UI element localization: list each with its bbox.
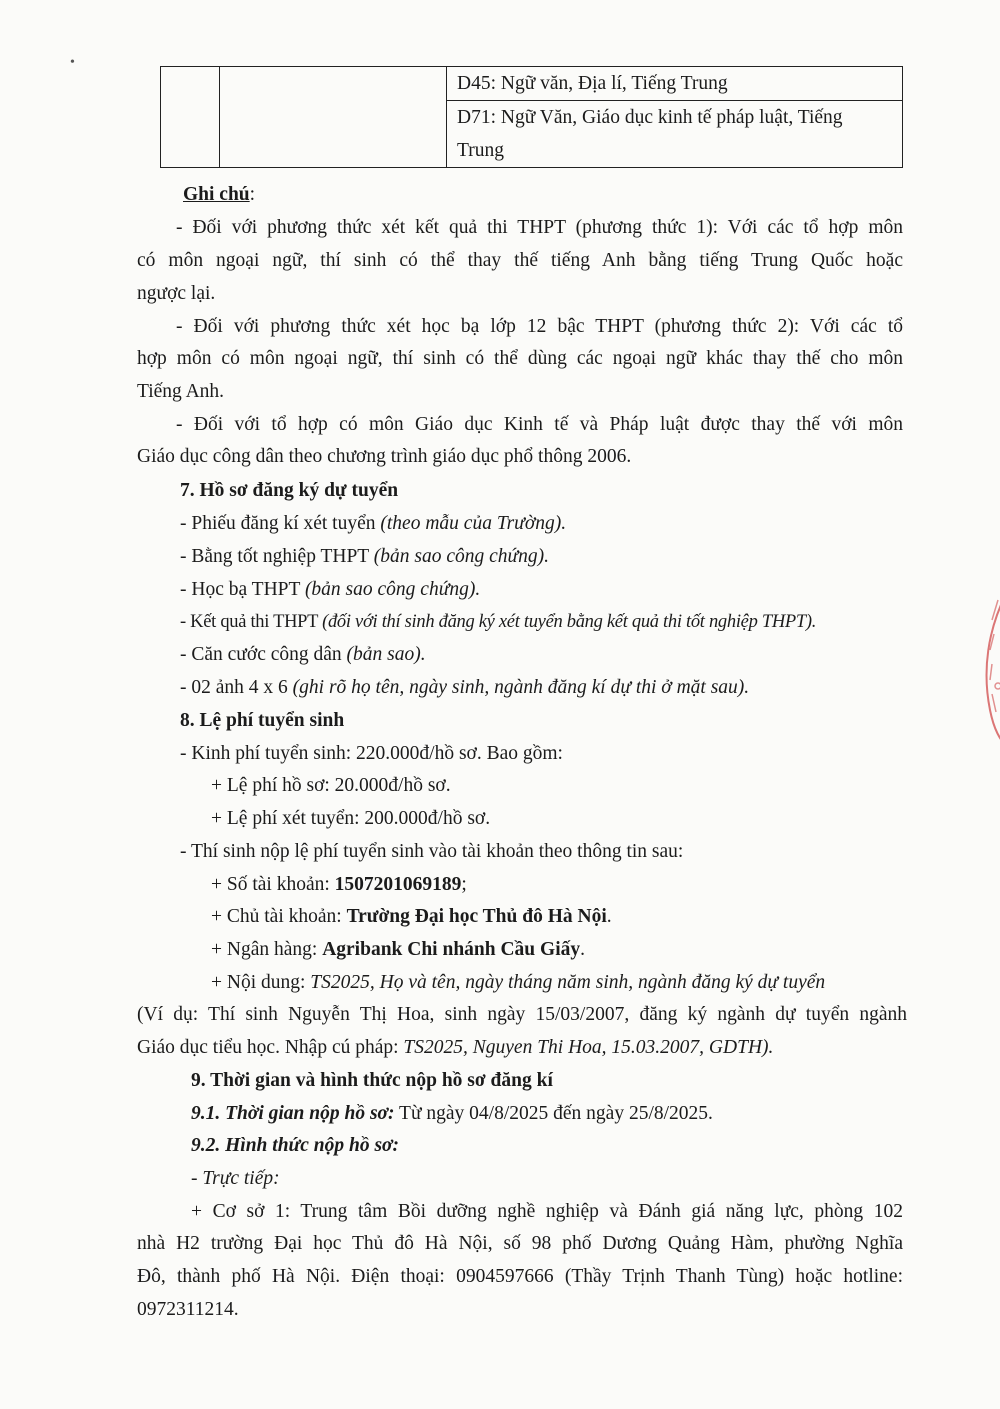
fee-total: - Kinh phí tuyển sinh: 220.000đ/hồ sơ. Bao gồm: <box>180 743 563 764</box>
submission-time <box>191 1101 957 1127</box>
list-item <box>180 577 946 603</box>
list-item-note: (đối với thí sinh đăng ký xét tuyển bằng kết quả thi tốt nghiệp THPT). <box>322 612 817 632</box>
list-item-text: - 02 ảnh 4 x 6 <box>180 677 293 698</box>
campus-1-line-4: 0972311214. <box>137 1299 239 1320</box>
campus-1-line-2: nhà H2 trường Đại học Thủ đô Hà Nội, số 98 phố Dương Quảng Hàm, phường Nghĩa <box>137 1233 903 1254</box>
note-1-line-2: có môn ngoại ngữ, thí sinh có thể thay thế tiếng Anh bằng tiếng Trung Quốc hoặc <box>137 250 903 271</box>
list-item-text: - Kết quả thi THPT <box>180 612 323 632</box>
bank-name-end: . <box>580 939 585 960</box>
list-item <box>180 675 946 701</box>
note-1-line-3: ngược lại. <box>137 283 216 304</box>
example-syntax: TS2025, Nguyen Thi Hoa, 15.03.2007, GDTH). <box>403 1037 774 1058</box>
list-item-note: (ghi rõ họ tên, ngày sinh, ngành đăng kí dự thi ở mặt sau). <box>292 677 750 698</box>
table-cell <box>220 67 447 168</box>
list-item <box>180 544 946 570</box>
table-cell-text-cont: Trung <box>457 140 504 161</box>
account-number-end: ; <box>461 874 467 895</box>
account-owner-label: + Chủ tài khoản: <box>211 906 347 927</box>
campus-1-line-3: Đô, thành phố Hà Nội. Điện thoại: 0904597666 (Thầy Trịnh Thanh Tùng) hoặc hotline: <box>137 1266 903 1287</box>
list-item-text: - Học bạ THPT <box>180 579 305 600</box>
fee-file: + Lệ phí hồ sơ: 20.000đ/hồ sơ. <box>211 775 451 796</box>
table-cell-text: D45: Ngữ văn, Địa lí, Tiếng Trung <box>457 73 728 94</box>
notes-heading-text: Ghi chú <box>183 184 250 205</box>
list-item-note: (bản sao công chứng). <box>304 579 481 600</box>
scan-speck: • <box>70 55 75 70</box>
submission-time-label: 9.1. Thời gian nộp hồ sơ: <box>191 1103 395 1124</box>
stamp-fragment-icon <box>968 590 1000 750</box>
account-number-value: 1507201069189 <box>334 874 462 895</box>
subject-combination-table <box>160 66 903 168</box>
bank-name-value: Agribank Chi nhánh Cầu Giấy <box>322 939 581 960</box>
table-cell <box>447 67 903 101</box>
example-line-2 <box>137 1035 903 1061</box>
submission-time-value: Từ ngày 04/8/2025 đến ngày 25/8/2025. <box>394 1103 713 1124</box>
table-cell <box>447 101 903 168</box>
submission-method-heading: 9.2. Hình thức nộp hồ sơ: <box>191 1135 399 1156</box>
list-item-note: (bản sao). <box>346 644 426 665</box>
bank-name <box>211 937 977 963</box>
account-number-label: + Số tài khoản: <box>211 874 335 895</box>
table-cell <box>161 67 220 168</box>
example-text: Giáo dục tiểu học. Nhập cú pháp: <box>137 1037 404 1058</box>
list-item-text: - Căn cước công dân <box>180 644 347 665</box>
note-1-line-1: - Đối với phương thức xét kết quả thi THPT (phương thức 1): Với các tổ hợp môn <box>176 217 903 238</box>
list-item <box>180 511 946 537</box>
direct-label: - Trực tiếp: <box>191 1168 280 1189</box>
list-item-note: (theo mẫu của Trường). <box>380 513 567 534</box>
note-2-line-1: - Đối với phương thức xét học bạ lớp 12 bậc THPT (phương thức 2): Với các tổ <box>176 316 903 337</box>
account-owner-value: Trường Đại học Thủ đô Hà Nội <box>346 906 607 927</box>
list-item <box>180 642 946 668</box>
table-cell-text: D71: Ngữ Văn, Giáo dục kinh tế pháp luật, Tiếng <box>457 107 843 128</box>
section-9-heading: 9. Thời gian và hình thức nộp hồ sơ đăng kí <box>191 1070 553 1091</box>
note-2-line-2: hợp môn có môn ngoại ngữ, thí sinh có thể dùng các ngoại ngữ khác thay thế cho môn <box>137 348 903 369</box>
list-item-note: (bản sao công chứng). <box>373 546 550 567</box>
transfer-content-value: TS2025, Họ và tên, ngày tháng năm sinh, ngành đăng ký dự tuyển <box>310 972 826 993</box>
notes-heading <box>183 182 949 208</box>
note-3-line-1: - Đối với tổ hợp có môn Giáo dục Kinh tế và Pháp luật được thay thế với môn <box>176 414 903 435</box>
list-item-text: - Phiếu đăng kí xét tuyển <box>180 513 381 534</box>
account-number <box>211 872 977 898</box>
payment-intro: - Thí sinh nộp lệ phí tuyển sinh vào tài khoản theo thông tin sau: <box>180 841 684 862</box>
fee-review: + Lệ phí xét tuyển: 200.000đ/hồ sơ. <box>211 808 491 829</box>
section-7-heading: 7. Hồ sơ đăng ký dự tuyển <box>180 480 399 501</box>
campus-1-line-1: + Cơ sở 1: Trung tâm Bồi dưỡng nghề nghiệp và Đánh giá năng lực, phòng 102 <box>191 1201 903 1222</box>
section-8-heading: 8. Lệ phí tuyển sinh <box>180 710 345 731</box>
note-3-line-2: Giáo dục công dân theo chương trình giáo dục phổ thông 2006. <box>137 446 632 467</box>
list-item <box>180 609 946 635</box>
account-owner <box>211 904 977 930</box>
account-owner-end: . <box>606 906 612 927</box>
list-item-text: - Bằng tốt nghiệp THPT <box>180 546 374 567</box>
example-line-1: (Ví dụ: Thí sinh Nguyễn Thị Hoa, sinh ngày 15/03/2007, đăng ký ngành dự tuyển ngành <box>137 1004 907 1025</box>
transfer-content-label: + Nội dung: <box>211 972 311 993</box>
transfer-content <box>211 970 977 996</box>
note-2-line-3: Tiếng Anh. <box>137 381 225 402</box>
table-row <box>161 67 903 101</box>
notes-heading-colon: : <box>249 184 256 205</box>
bank-name-label: + Ngân hàng: <box>211 939 323 960</box>
